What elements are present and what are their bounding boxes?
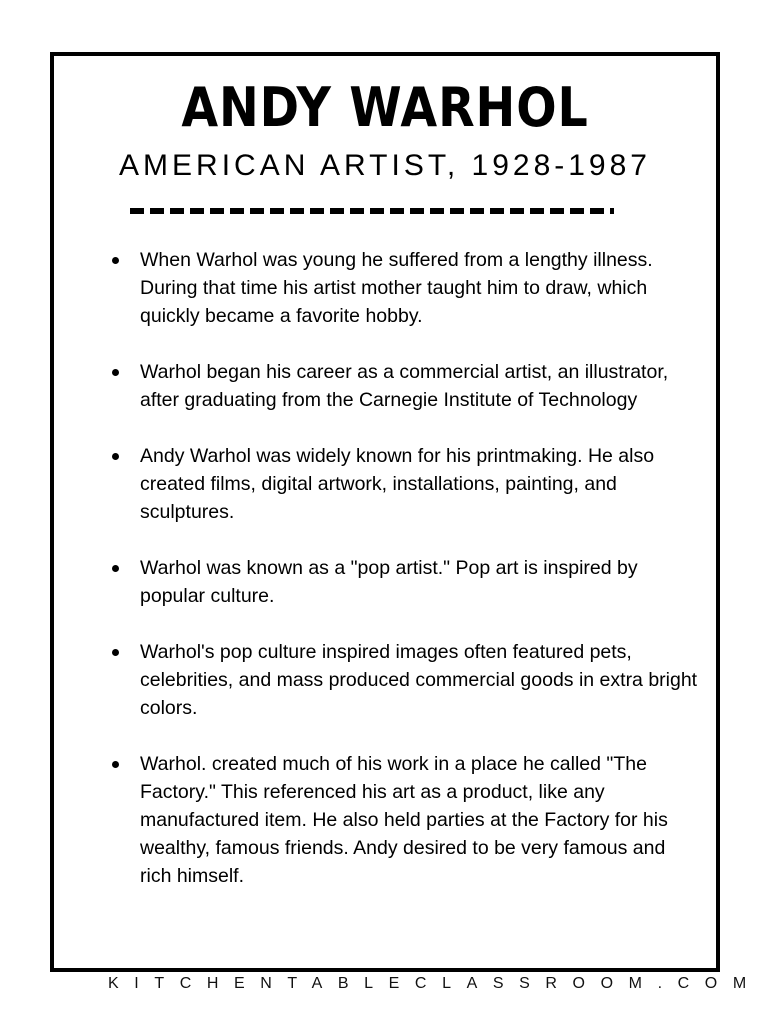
fact-text: Andy Warhol was widely known for his printmaking. He also created films, digital artwork, installations, painting, and sculptures. bbox=[140, 445, 655, 523]
worksheet-frame bbox=[50, 52, 720, 972]
fact-text: Warhol began his career as a commercial artist, an illustrator, after graduating from the Carnegie Institute of Technology bbox=[140, 361, 669, 411]
fact-text: Warhol's pop culture inspired images often featured pets, celebrities, and mass produced commercial goods in extra bright colors. bbox=[140, 641, 698, 719]
bullet-icon bbox=[112, 649, 119, 656]
bullet-icon bbox=[112, 761, 119, 768]
list-item bbox=[112, 750, 700, 890]
list-item bbox=[112, 554, 700, 610]
footer-site-url: KITCHENTABLECLASSROOM.COM bbox=[108, 975, 762, 992]
page-title: ANDY WARHOL bbox=[181, 76, 589, 139]
list-item bbox=[112, 442, 700, 526]
list-item bbox=[112, 638, 700, 722]
bullet-icon bbox=[112, 257, 119, 264]
fact-text: Warhol. created much of his work in a place he called "The Factory." This referenced his art as a product, like any manufactured item. He also held parties at the Factory for his wealthy, famous friends. Andy desired to be very famous and rich himself. bbox=[140, 753, 668, 887]
bullet-icon bbox=[112, 369, 119, 376]
fact-text: When Warhol was young he suffered from a lengthy illness. During that time his artist mother taught him to draw, which quickly became a favorite hobby. bbox=[140, 249, 653, 327]
bullet-icon bbox=[112, 453, 119, 460]
bullet-icon bbox=[112, 565, 119, 572]
dashed-divider bbox=[130, 208, 614, 214]
fact-list bbox=[112, 246, 700, 918]
list-item bbox=[112, 246, 700, 330]
fact-text: Warhol was known as a "pop artist." Pop art is inspired by popular culture. bbox=[140, 557, 638, 607]
page-subtitle: AMERICAN ARTIST, 1928-1987 bbox=[119, 149, 651, 182]
list-item bbox=[112, 358, 700, 414]
